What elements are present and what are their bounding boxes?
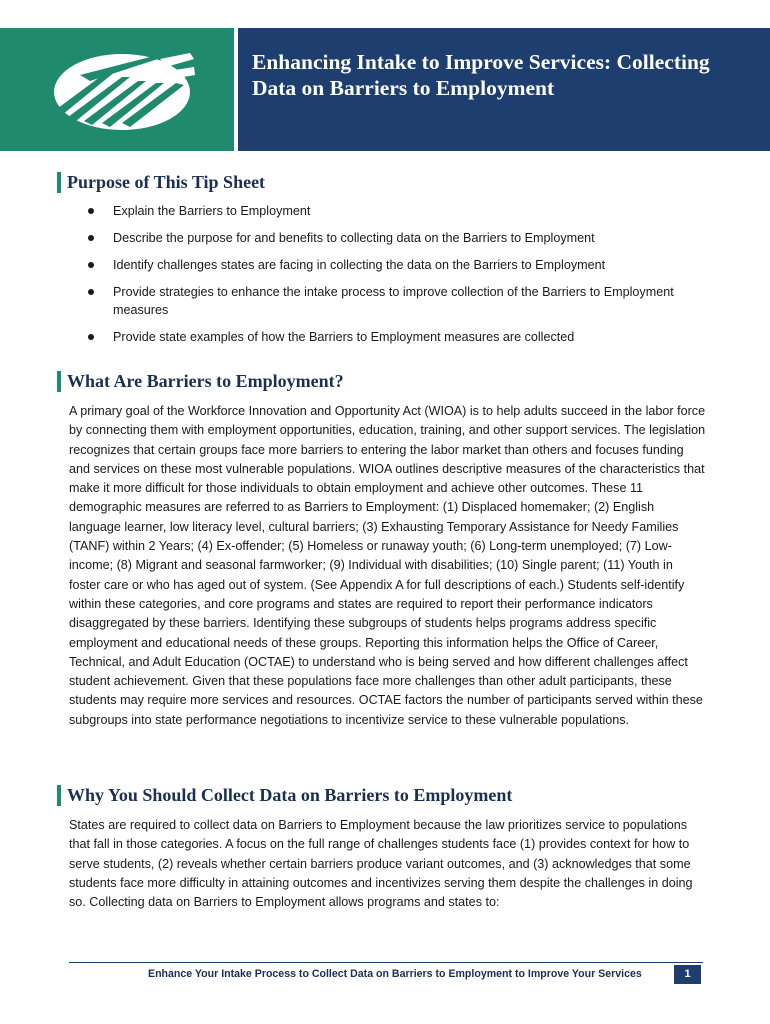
bullet-icon [88,289,94,295]
list-item-text: Describe the purpose for and benefits to collecting data on the Barriers to Employment [113,231,595,245]
heading-accent-bar [57,785,61,806]
list-item-text: Identify challenges states are facing in collecting the data on the Barriers to Employment [113,258,606,272]
header-banner [0,28,770,151]
swoosh-logo-icon [50,49,195,135]
list-item [88,283,688,319]
list-item [88,229,688,247]
list-item-text: Provide strategies to enhance the intake process to improve collection of the Barriers to Employment measures [113,285,674,317]
list-item [88,256,688,274]
list-item [88,202,688,220]
heading-accent-bar [57,172,61,193]
bullet-icon [88,235,94,241]
page-number: 1 [674,965,701,984]
list-item-text: Provide state examples of how the Barriers to Employment measures are collected [113,330,575,344]
bullet-icon [88,334,94,340]
why-paragraph: States are required to collect data on Barriers to Employment because the law prioritizes service to populations that fall in those categories. A focus on the full range of challenges students face (1) provides context for how to serve students, (2) reveals whether certain barriers produce variant outcomes, and (3) acknowledges that some students face more difficulty in attaining outcomes and incentivizes serving them despite the challenges in doing so. Collecting data on Barriers to Employment allows programs and states to: [69,818,693,910]
bullet-icon [88,262,94,268]
heading-why: Why You Should Collect Data on Barriers to Employment [67,785,513,805]
purpose-list [88,202,688,355]
list-item [88,328,688,346]
what-are-paragraph: A primary goal of the Workforce Innovation and Opportunity Act (WIOA) is to help adults succeed in the labor force by connecting them with employment opportunities, education, training, and other support services. The legislation recognizes that certain groups face more barriers to entering the labor market than others and focuses funding and services on these most vulnerable populations. WIOA outlines descriptive measures of the characteristics that make it more difficult for those individuals to obtain employment and achieve other outcomes. These 11 demographic measures are referred to as Barriers to Employment: (1) Displaced homemaker; (2) English language learner, low literacy level, cultural barriers; (3) Exhausting Temporary Assistance for Needy Families (TANF) within 2 Years; (4) Ex-offender; (5) Homeless or runaway youth; (6) Long-term unemployed; (7) Low-income; (8) Migrant and seasonal farmworker; (9) Individual with disabilities; (10) Single parent; (11) Youth in foster care or who has aged out of system. (See Appendix A for full descriptions of each.) Students self-identify within these categories, and core programs and states are required to report their performance indicators disaggregated by these barriers. Identifying these subgroups of students helps programs address specific employment and educational needs of these groups. Reporting this information helps the Office of Career, Technical, and Adult Education (OCTAE) to understand who is being served and how different challenges affect student achievement. Given that these populations face more challenges than other adult participants, these students may require more services and resources. OCTAE factors the number of participants served within these subgroups into state performance negotiations to incentivize service to these vulnerable populations. [69,404,706,727]
footer-rule [69,962,703,963]
banner-title-panel [238,28,770,151]
bullet-icon [88,208,94,214]
heading-accent-bar [57,371,61,392]
section-heading-purpose [57,172,265,193]
list-item-text: Explain the Barriers to Employment [113,204,311,218]
heading-purpose: Purpose of This Tip Sheet [67,172,266,192]
section-heading-why [57,785,512,806]
footer-text: Enhance Your Intake Process to Collect Data on Barriers to Employment to Improve Your Services [148,968,642,980]
banner-logo-panel [0,28,234,151]
heading-what-are: What Are Barriers to Employment? [67,371,344,391]
document-title: Enhancing Intake to Improve Services: Collecting Data on Barriers to Employment [252,50,710,100]
section-heading-what-are [57,371,344,392]
